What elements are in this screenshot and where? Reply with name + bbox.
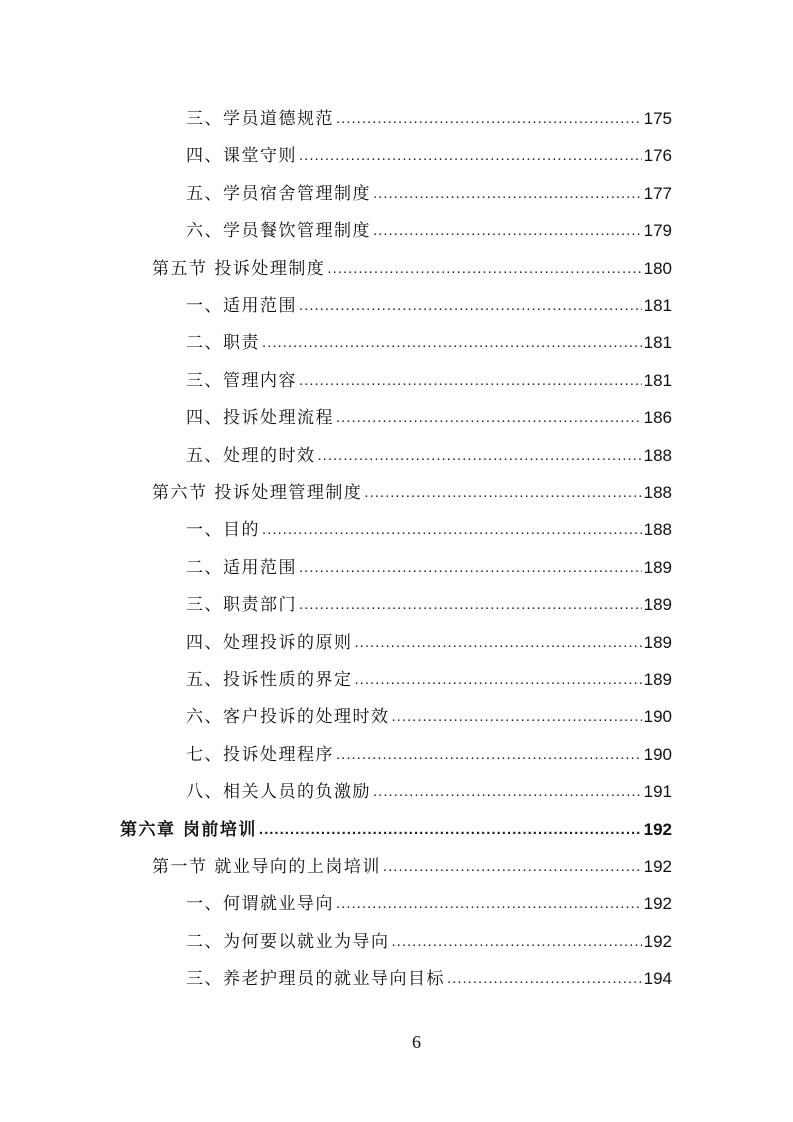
toc-entry-page: 180 (643, 258, 672, 278)
toc-entry-label: 四、处理投诉的原则 (186, 632, 353, 653)
toc-entry-label: 五、学员宿舍管理制度 (186, 183, 371, 204)
toc-entry-page: 188 (643, 483, 672, 502)
dot-leader (262, 515, 642, 545)
toc-entry-label: 二、为何要以就业为导向 (186, 931, 390, 952)
dot-leader (373, 777, 642, 807)
toc-entry-page: 194 (643, 969, 672, 989)
toc-entry-page: 186 (643, 408, 672, 428)
toc-item-entry[interactable] (186, 628, 672, 658)
toc-entry-label: 第六章 岗前培训 (120, 819, 257, 840)
toc-section-entry[interactable] (152, 478, 672, 508)
dot-leader (336, 740, 642, 770)
toc-item-entry[interactable] (186, 104, 672, 134)
toc-entry-label: 六、学员餐饮管理制度 (186, 221, 371, 242)
toc-chapter-entry[interactable] (120, 815, 672, 845)
toc-entry-label: 第一节 就业导向的上岗培训 (152, 857, 381, 877)
toc-section-entry[interactable] (152, 852, 672, 882)
toc-item-entry[interactable] (186, 291, 672, 321)
toc-item-entry[interactable] (186, 665, 672, 695)
toc-entry-label: 三、养老护理员的就业导向目标 (186, 969, 445, 990)
toc-item-entry[interactable] (186, 740, 672, 770)
toc-entry-page: 189 (643, 595, 672, 615)
toc-item-entry[interactable] (186, 179, 672, 209)
toc-entry-label: 四、投诉处理流程 (186, 408, 334, 429)
dot-leader (364, 478, 641, 508)
toc-entry-page: 189 (643, 632, 672, 652)
toc-item-entry[interactable] (186, 366, 672, 396)
toc-entry-label: 二、职责 (186, 333, 260, 354)
toc-entry-page: 191 (643, 782, 672, 802)
toc-entry-page: 176 (643, 146, 672, 166)
toc-item-entry[interactable] (186, 590, 672, 620)
dot-leader (299, 366, 642, 396)
toc-entry-page: 188 (643, 520, 672, 540)
toc-entry-label: 第六节 投诉处理管理制度 (152, 483, 363, 503)
toc-entry-label: 一、适用范围 (186, 296, 297, 316)
toc-item-entry[interactable] (186, 777, 672, 807)
toc-entry-page: 192 (643, 857, 672, 876)
toc-entry-label: 一、目的 (186, 520, 260, 541)
toc-entry-label: 三、职责部门 (186, 595, 297, 616)
dot-leader (336, 104, 642, 134)
toc-section-entry[interactable] (152, 254, 672, 284)
toc-item-entry[interactable] (186, 216, 672, 246)
page-number: 6 (412, 1032, 421, 1052)
toc-entry-label: 七、投诉处理程序 (186, 744, 334, 765)
dot-leader (299, 141, 642, 171)
toc-entry-label: 五、投诉性质的界定 (186, 670, 353, 690)
dot-leader (318, 441, 642, 471)
toc-entry-page: 181 (643, 370, 672, 390)
toc-entry-page: 181 (643, 333, 672, 353)
toc-entry-page: 181 (643, 296, 672, 315)
toc-entry-label: 第五节 投诉处理制度 (152, 258, 326, 279)
toc-entry-label: 三、管理内容 (186, 370, 297, 391)
toc-entry-label: 四、课堂守则 (186, 146, 297, 167)
toc-entry-label: 六、客户投诉的处理时效 (186, 707, 390, 728)
toc-entry-label: 二、适用范围 (186, 557, 297, 578)
dot-leader (336, 889, 642, 919)
toc-item-entry[interactable] (186, 515, 672, 545)
toc-item-entry[interactable] (186, 441, 672, 471)
toc-item-entry[interactable] (186, 328, 672, 358)
dot-leader (373, 216, 642, 246)
toc-entry-page: 179 (643, 221, 672, 241)
toc-item-entry[interactable] (186, 141, 672, 171)
dot-leader (299, 291, 642, 321)
toc-item-entry[interactable] (186, 964, 672, 994)
dot-leader (327, 254, 641, 284)
dot-leader (373, 179, 642, 209)
dot-leader (299, 590, 642, 620)
dot-leader (336, 403, 642, 433)
toc-entry-page: 189 (643, 670, 672, 689)
toc-entry-page: 175 (643, 109, 672, 128)
toc-item-entry[interactable] (186, 702, 672, 732)
dot-leader (383, 852, 642, 882)
dot-leader (259, 815, 642, 845)
toc-entry-page: 192 (643, 819, 672, 839)
dot-leader (392, 927, 642, 957)
toc-entry-page: 190 (643, 744, 672, 764)
toc-item-entry[interactable] (186, 889, 672, 919)
toc-entry-page: 189 (643, 557, 672, 577)
toc-entry-label: 五、处理的时效 (186, 445, 316, 466)
toc-item-entry[interactable] (186, 553, 672, 583)
toc-entry-page: 188 (643, 445, 672, 465)
toc-entry-page: 192 (643, 931, 672, 951)
dot-leader (355, 628, 642, 658)
toc-entry-page: 192 (643, 894, 672, 914)
dot-leader (262, 328, 642, 358)
dot-leader (299, 553, 642, 583)
dot-leader (392, 702, 642, 732)
toc-entry-label: 八、相关人员的负激励 (186, 782, 371, 803)
toc-item-entry[interactable] (186, 927, 672, 957)
dot-leader (355, 665, 642, 695)
toc-entry-page: 177 (643, 183, 672, 203)
toc-item-entry[interactable] (186, 403, 672, 433)
dot-leader (447, 964, 642, 994)
toc-entry-page: 190 (643, 707, 672, 727)
toc-entry-label: 一、何谓就业导向 (186, 894, 334, 915)
toc-entry-label: 三、学员道德规范 (186, 109, 334, 129)
